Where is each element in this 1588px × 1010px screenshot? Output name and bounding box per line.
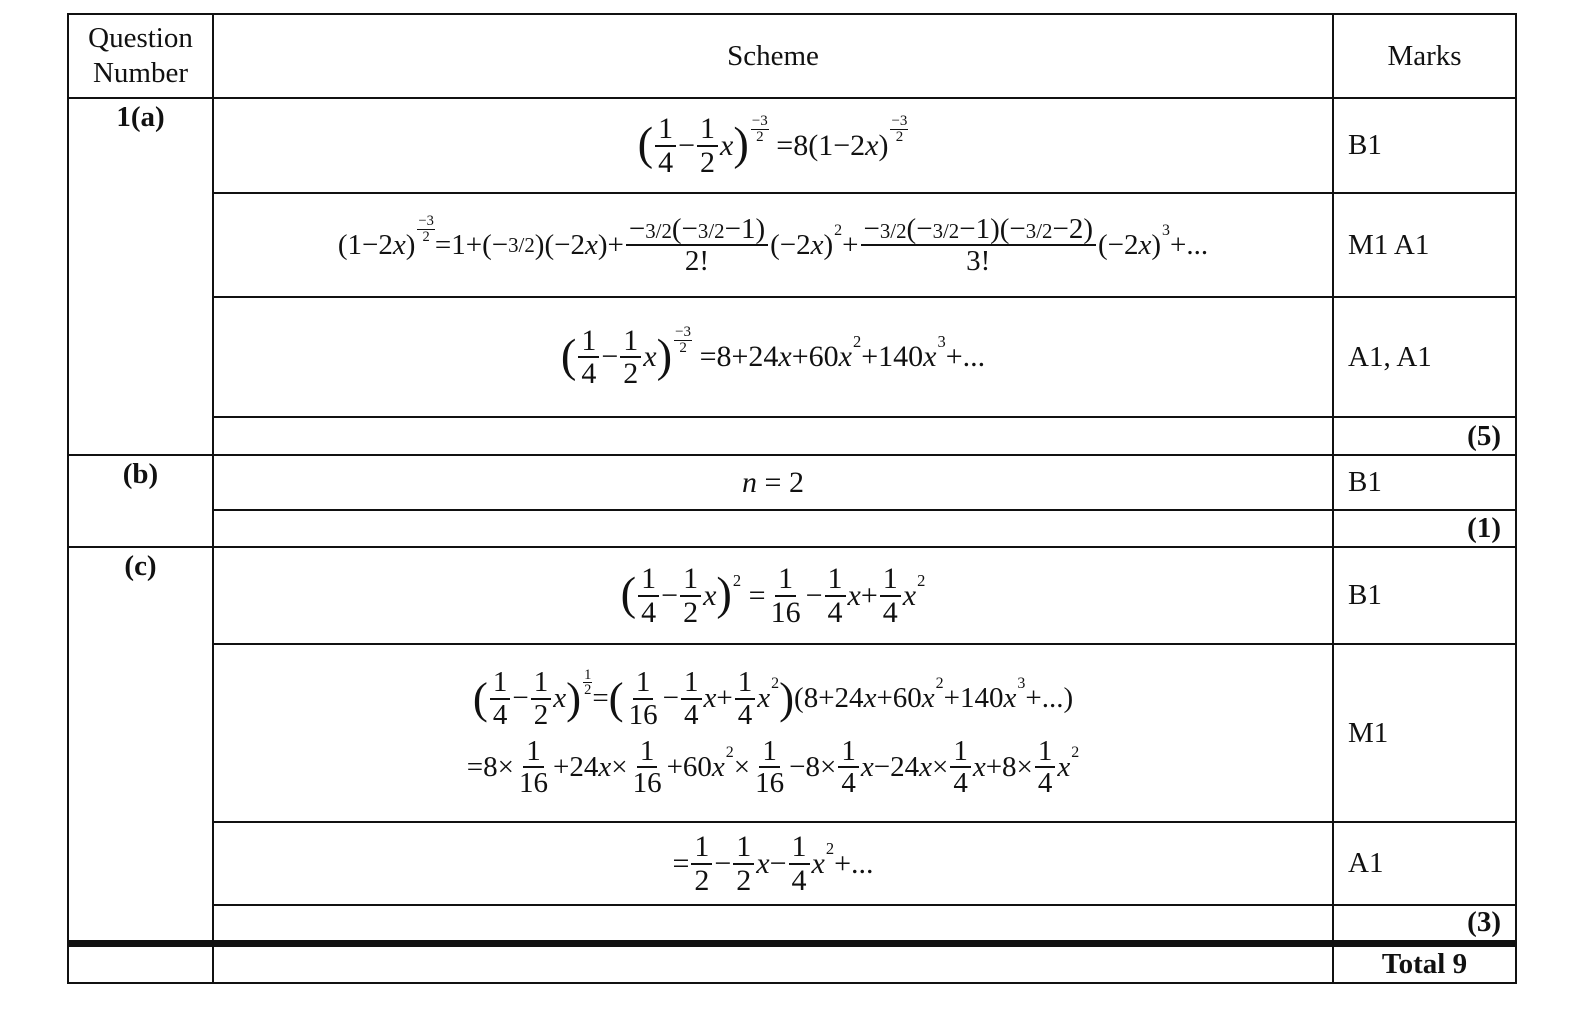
subtotal-row xyxy=(68,510,1516,547)
math-expression: ( $\frac{1}{4}$ − $\frac{1}{2}$ x ) $\frac{-3}{2}$ =8(1−2 x ) $\frac{-3}{2}$ xyxy=(637,112,908,179)
empty-cell xyxy=(213,510,1333,547)
scheme-cell xyxy=(213,98,1333,193)
scheme-cell xyxy=(213,455,1333,510)
empty-cell xyxy=(68,943,213,983)
question-label: (b) xyxy=(68,455,213,547)
scheme-cell xyxy=(213,822,1333,905)
math-expression: ( $\frac{1}{4}$ − $\frac{1}{2}$ x ) $\frac{-3}{2}$ =8+24 x +60 x 2 +140 x 3 +... xyxy=(560,323,986,390)
scheme-row xyxy=(68,822,1516,905)
scheme-row xyxy=(68,547,1516,644)
marks-cell: A1, A1 xyxy=(1333,297,1516,417)
math-expression: ( $\frac{1}{4}$ − $\frac{1}{2}$ x ) 2 = $\frac{1}{16}$ − $\frac{1}{4}$ x + $\frac{1}{4}$ x 2 xyxy=(620,562,926,629)
question-label: 1(a) xyxy=(68,98,213,455)
scheme-row xyxy=(68,297,1516,417)
header-question-number: Question Number xyxy=(68,14,213,98)
empty-cell xyxy=(213,943,1333,983)
header-scheme: Scheme xyxy=(213,14,1333,98)
scheme-cell xyxy=(213,644,1333,822)
marks-cell: B1 xyxy=(1333,455,1516,510)
marks-cell: A1 xyxy=(1333,822,1516,905)
math-line: =8× $\frac{1}{16}$ +24 x × $\frac{1}{16}$ +60 x 2 × $\frac{1}{16}$ −8× $\frac{1}{4}$ x −24 x × $\frac{1}{4}$ x +8× $\frac{1}{4}$ x 2 xyxy=(466,735,1080,800)
total-row xyxy=(68,943,1516,983)
scheme-cell xyxy=(213,297,1333,417)
empty-cell xyxy=(213,417,1333,455)
math-expression: n = 2 xyxy=(742,465,804,499)
marks-cell: M1 xyxy=(1333,644,1516,822)
scheme-row xyxy=(68,455,1516,510)
scheme-row xyxy=(68,644,1516,822)
total-marks: Total 9 xyxy=(1333,943,1516,983)
subtotal-row xyxy=(68,417,1516,455)
question-label: (c) xyxy=(68,547,213,943)
subtotal-marks: (3) xyxy=(1333,905,1516,943)
math-expression: = $\frac{1}{2}$ − $\frac{1}{2}$ x − $\frac{1}{4}$ x 2 +... xyxy=(672,830,874,897)
scheme-cell xyxy=(213,547,1333,644)
marks-cell: B1 xyxy=(1333,98,1516,193)
marks-cell: M1 A1 xyxy=(1333,193,1516,297)
math-line: ( $\frac{1}{4}$ − $\frac{1}{2}$ x ) $\frac{1}{2}$ = ( $\frac{1}{16}$ − $\frac{1}{4}$ x + $\frac{1}{4}$ x 2 ) (8+24 x +60 x 2 +140 x 3 +...) xyxy=(472,666,1074,731)
subtotal-marks: (5) xyxy=(1333,417,1516,455)
math-expression: (1−2 x ) $\frac{-3}{2}$ =1+(− 3/2 )(−2 x )+ $\frac{-3/2(-3/2-1)}{2!}$ (−2 x ) 2 + $\frac{-3/2(-3/2-1)(-3/2-2)}{3!}$ (−2 x ) 3 +... xyxy=(337,212,1209,277)
scheme-row xyxy=(68,98,1516,193)
mark-scheme-table xyxy=(67,13,1517,984)
scheme-cell xyxy=(213,193,1333,297)
subtotal-marks: (1) xyxy=(1333,510,1516,547)
marks-cell: B1 xyxy=(1333,547,1516,644)
scheme-row xyxy=(68,193,1516,297)
subtotal-row xyxy=(68,905,1516,943)
header-row xyxy=(68,14,1516,98)
header-marks: Marks xyxy=(1333,14,1516,98)
empty-cell xyxy=(213,905,1333,943)
